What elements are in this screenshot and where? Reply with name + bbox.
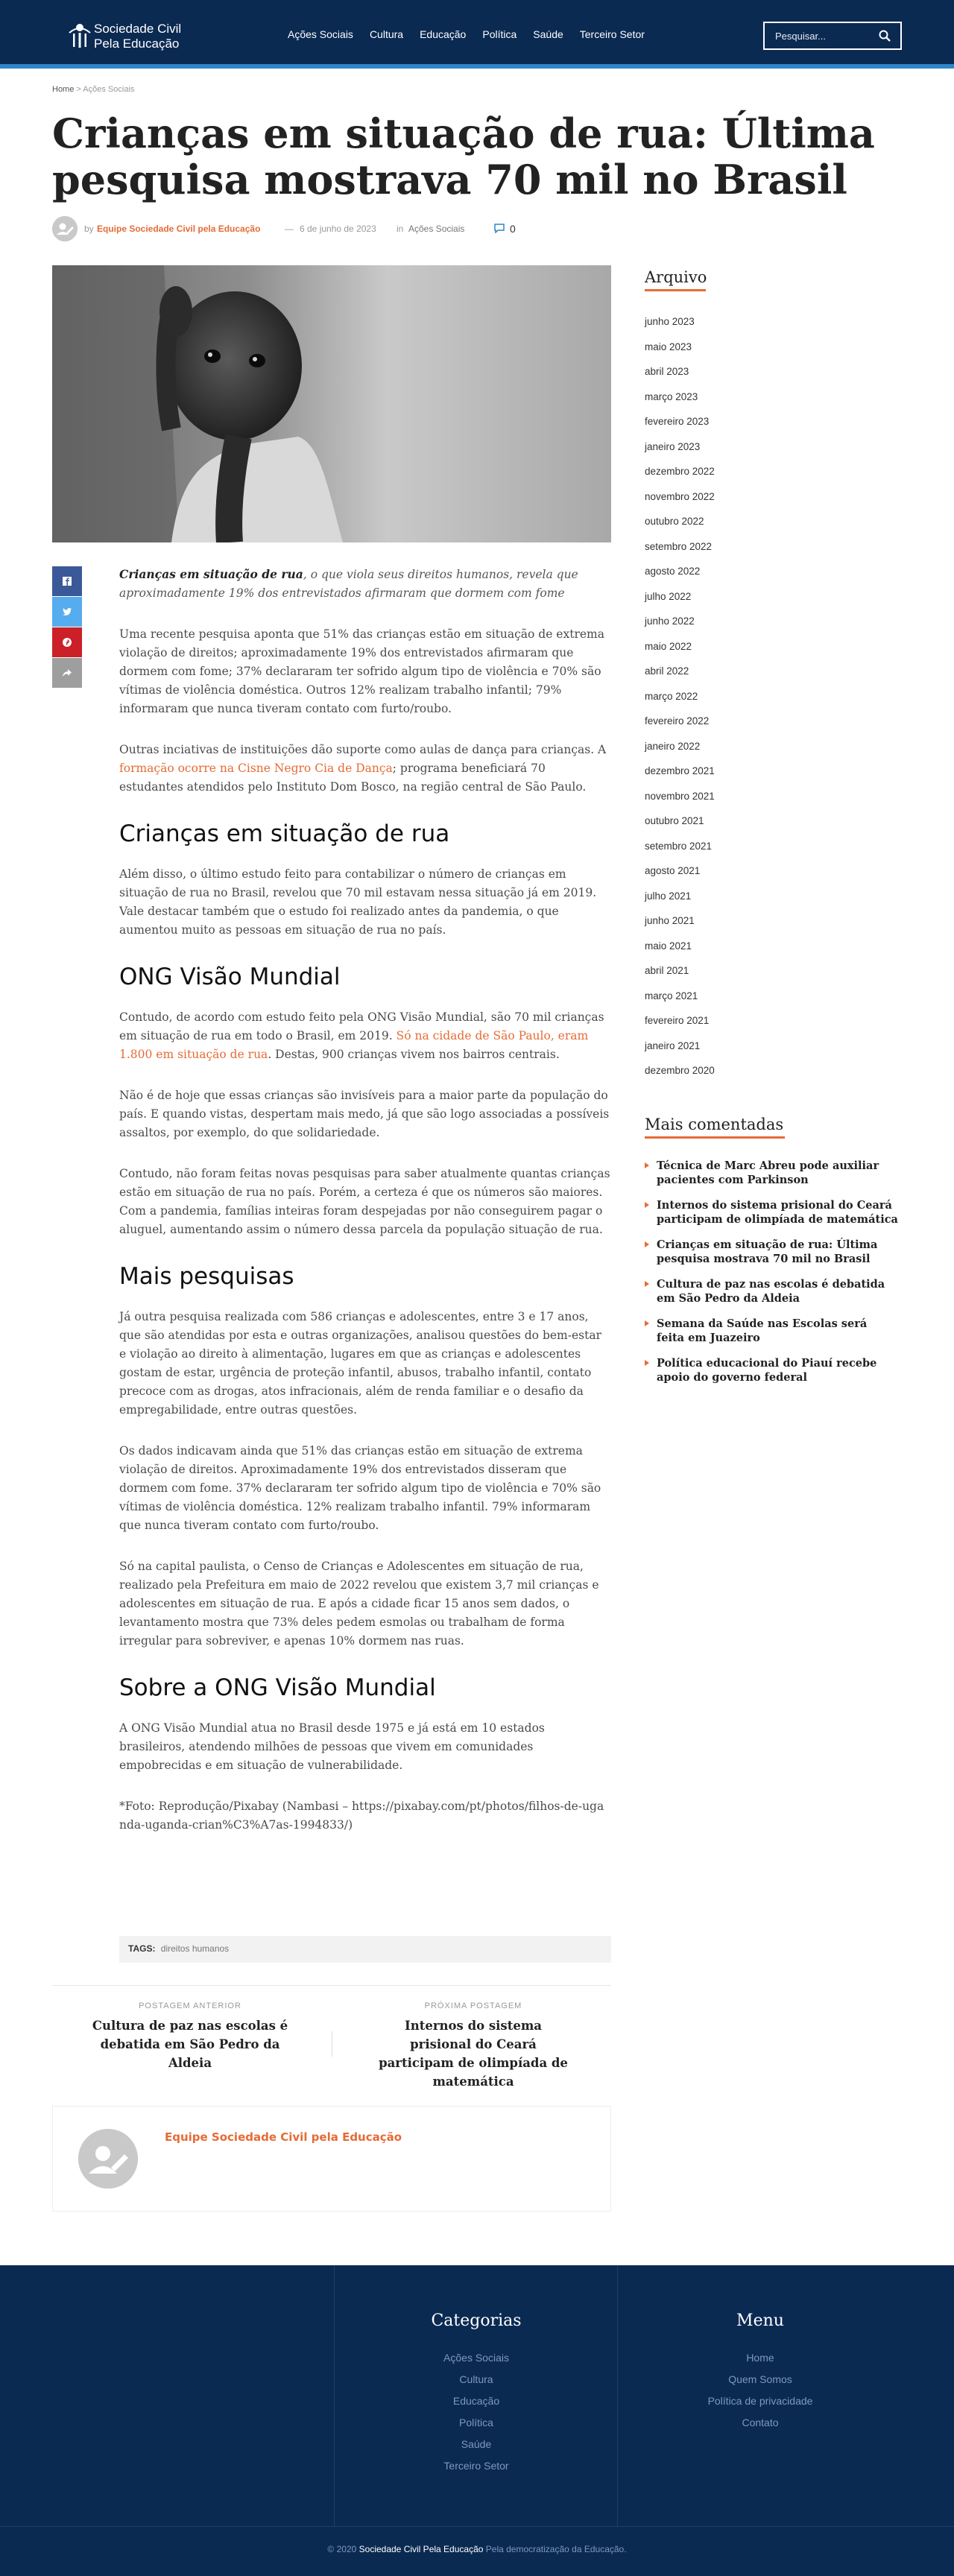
archive-link[interactable]: maio 2022 [645,640,692,652]
paragraph: Contudo, não foram feitas novas pesquisas para saber atualmente quantas crianças estão em situação de rua no país. Porém, a certeza é que os números são maiores. Com a pandemia, famílias inteiras foram despejadas por não conseguirem pagar o aluguel, aumentando assim o número dessa parcela da população situação de rua. [119,1167,610,1236]
archive-link[interactable]: outubro 2022 [645,516,704,527]
footer-category-link[interactable]: Terceiro Setor [443,2460,509,2472]
post-meta [52,216,648,241]
footer-menu-link[interactable]: Política de privacidade [707,2395,813,2407]
paragraph [119,741,611,797]
nav-saude[interactable]: Saúde [533,28,563,40]
meta-author-link[interactable]: Equipe Sociedade Civil pela Educação [97,224,261,234]
footer-category-link[interactable]: Política [459,2417,493,2428]
archive-heading [645,268,707,286]
previous-post-link[interactable] [52,2001,328,2072]
sao-paulo-link[interactable]: Só na cidade de São Paulo, eram 1.800 em situação de rua [119,1029,589,1061]
featured-photo [52,265,611,542]
text: Outras inciativas de instituições dão suporte como aulas de dança para crianças. A [119,743,607,756]
text: ; programa beneficiará 70 estudantes atendidos pelo Instituto Dom Bosco, na região central de São Paulo. [119,762,587,794]
footer-menu-link[interactable]: Home [746,2352,774,2364]
nav-acoes-sociais[interactable]: Ações Sociais [288,28,353,40]
search-icon[interactable] [878,29,891,42]
meta-in: in [397,224,404,234]
archive-link[interactable]: maio 2021 [645,940,692,952]
archive-link[interactable]: fevereiro 2021 [645,1015,710,1026]
next-post-title[interactable]: Internos do sistema prisional do Ceará participam de olimpíada de matemática [379,2019,568,2089]
archive-link[interactable]: maio 2023 [645,341,692,352]
nav-educacao[interactable]: Educação [420,28,467,40]
copyright-site-link[interactable]: Sociedade Civil Pela Educação [358,2544,484,2554]
archive-link[interactable]: dezembro 2020 [645,1065,715,1076]
paragraph: Os dados indicavam ainda que 51% das crianças estão em situação de extrema violação de direitos. Aproximadamente 19% dos entrevistados disseram que dormem com fome. 37% declararam ter sofrido algum tipo de violência e 70% são vítimas de violência doméstica. 12% realizam trabalho infantil. 79% informaram que nunca tiveram contato com furto/roubo. [119,1444,601,1532]
site-logo[interactable] [67,19,194,54]
divider [52,1985,611,1986]
author-box [52,2106,611,2212]
paragraph: Além disso, o último estudo feito para contabilizar o número de crianças em situação de rua no Brasil, revelou que 70 mil estavam nessa situação já em 2019. Vale destacar também que o estudo foi realizado antes da pandemia, o que aumentou muito as pessoas em situação de rua no país. [119,867,597,937]
footer-divider [617,2265,618,2526]
comment-icon[interactable] [493,223,505,233]
next-post-link[interactable] [335,2001,611,2091]
previous-post-label: POSTAGEM ANTERIOR [139,2001,241,2010]
author-box-name[interactable]: Equipe Sociedade Civil pela Educação [165,2130,402,2144]
popular-post-link[interactable]: Crianças em situação de rua: Última pesquisa mostrava 70 mil no Brasil [645,1238,898,1266]
footer-category-link[interactable]: Educação [452,2395,500,2407]
next-post-label: PRÓXIMA POSTAGEM [424,2001,522,2010]
popular-list [645,1159,898,1396]
paragraph: A ONG Visão Mundial atua no Brasil desde 1975 e já está em 10 estados brasileiros, atendendo milhões de pessoas que vivem em comunidades empobrecidas e em situação de vulnerabilidade. [119,1721,545,1772]
share-arrow-icon [62,668,72,677]
archive-link[interactable]: agosto 2022 [645,566,701,577]
archive-link[interactable]: dezembro 2021 [645,765,715,776]
featured-image [52,265,611,542]
share-facebook-button[interactable] [52,566,82,596]
breadcrumb [52,85,134,94]
popular-post-link[interactable]: Técnica de Marc Abreu pode auxiliar pacientes com Parkinson [645,1159,898,1187]
nav-cultura[interactable]: Cultura [369,28,404,40]
paragraph: Não é de hoje que essas crianças são invisíveis para a maior parte da população do país. E quando vistas, despertam mais medo, já que são logo associadas a possíveis assaltos, por exemplo, do que solidariedade. [119,1089,610,1139]
article-lead [119,565,611,603]
popular-post-link[interactable]: Cultura de paz nas escolas é debatida em São Pedro da Aldeia [645,1277,898,1306]
footer-divider [334,2265,335,2526]
share-twitter-button[interactable] [52,597,82,627]
navbar-accent-line [0,64,954,69]
archive-link[interactable]: fevereiro 2022 [645,715,710,727]
archive-link[interactable]: novembro 2021 [645,790,715,802]
search-input[interactable] [765,23,869,48]
popular-post-link[interactable]: Política educacional do Piauí recebe apoio do governo federal [645,1356,898,1384]
copyright-year: © 2020 [327,2544,357,2554]
archive-link[interactable]: abril 2022 [645,665,689,677]
nav-politica[interactable]: Política [482,28,517,40]
archive-link[interactable]: junho 2023 [645,316,695,327]
share-pinterest-button[interactable] [52,627,82,657]
archive-link[interactable]: janeiro 2023 [645,440,701,452]
author-avatar[interactable] [52,216,78,241]
tag-link[interactable]: direitos humanos [160,1943,230,1954]
share-more-button[interactable] [52,658,82,688]
paragraph: Uma recente pesquisa aponta que 51% das crianças estão em situação de extrema violação de direitos; aproximadamente 19% dos entrevistados afirmaram que dormem com fome; 37% declararam ter sofrido algum tipo de violência e 70% são vítimas de violência doméstica. Outros 12% realizam trabalho infantil; 79% informaram que nunca tiveram contato com furto/roubo. [119,627,604,715]
archive-list [645,313,898,1087]
archive-link[interactable]: setembro 2022 [645,540,713,552]
lead-bold: Crianças em situação de rua [119,567,303,581]
popular-heading [645,1115,783,1133]
nav-terceiro-setor[interactable]: Terceiro Setor [579,28,645,40]
archive-link[interactable]: dezembro 2022 [645,466,715,477]
archive-title-text: Arquivo [645,268,707,286]
section-heading: Sobre a ONG Visão Mundial [119,1674,436,1701]
heading-underline [645,1136,785,1139]
archive-link[interactable]: fevereiro 2023 [645,416,710,427]
breadcrumb-current[interactable]: Ações Sociais [83,85,135,94]
archive-link[interactable]: junho 2022 [645,615,695,627]
archive-link[interactable]: janeiro 2022 [645,740,701,752]
breadcrumb-separator: > [76,85,81,94]
meta-category-link[interactable]: Ações Sociais [408,224,465,234]
copyright-tagline: Pela democratização da Educação. [485,2544,627,2554]
main-nav [288,28,645,40]
archive-link[interactable]: março 2023 [645,390,698,402]
dance-link[interactable]: formação ocorre na Cisne Negro Cia de Dança [119,762,393,775]
logo-line-1: Sociedade Civil [94,22,182,36]
paragraph: Já outra pesquisa realizada com 586 crianças e adolescentes, entre 3 e 17 anos, que são atendidas por esta e outras organizações, analisou questões do bem-estar e violação ao direito à alimentação, lugares em que as crianças e adolescentes gostam de estar, urgência de proteção infantil, abusos, trabalho infantil, contato precoce com as drogas, atos infracionais, além de renda familiar e o desafio da empregabilidade, entre outras questões. [119,1310,601,1417]
tags-label: TAGS: [128,1943,156,1954]
heading-underline [645,289,706,291]
tags-bar [119,1936,611,1963]
footer-menu-list [648,2347,872,2434]
breadcrumb-home[interactable]: Home [52,85,75,94]
archive-link[interactable]: março 2021 [645,990,698,1001]
popular-post-link[interactable]: Internos do sistema prisional do Ceará participam de olimpíada de matemática [645,1198,898,1227]
article-content [119,565,611,1857]
footer-categories-list [364,2347,588,2477]
footer-categories-title: Categorias [431,2311,522,2330]
archive-link[interactable]: julho 2022 [645,590,692,602]
archive-link[interactable]: janeiro 2021 [645,1039,701,1051]
archive-link[interactable]: agosto 2021 [645,865,701,876]
user-avatar-icon [52,216,78,241]
section-heading: Mais pesquisas [119,1263,294,1290]
text: Contudo, de acordo com estudo feito pela ONG Visão Mundial, são 70 mil crianças em situação de rua em todo o Brasil, em 2019. [119,1010,604,1042]
archive-link[interactable]: setembro 2021 [645,840,713,852]
lead-rest: , o que viola seus direitos humanos, revela que aproximadamente 19% dos entrevistados afirmaram que dormem com fome [119,568,578,600]
footer-menu-link[interactable]: Contato [742,2417,779,2428]
twitter-icon [62,607,72,616]
logo-figures-icon [67,22,92,49]
copyright [0,2544,954,2554]
paragraph: Só na capital paulista, o Censo de Crianças e Adolescentes em situação de rua, realizado pela Prefeitura em maio de 2022 revelou que existem 3,7 mil crianças e adolescentes em situação de rua. E após a cidade ficar 15 anos sem dados, o levantamento mostra que 73% deles pedem esmolas ou trabalham de forma irregular para sobreviver, e apenas 10% dormem nas ruas. [119,1560,599,1648]
share-buttons [52,566,82,689]
search-box [763,22,902,50]
section-heading: Crianças em situação de rua [119,820,450,847]
footer-menu-title: Menu [736,2311,784,2330]
author-box-avatar[interactable] [78,2129,138,2189]
footer-category-link[interactable]: Ações Sociais [443,2352,509,2364]
archive-link[interactable]: abril 2021 [645,965,689,976]
archive-link[interactable]: julho 2021 [645,890,692,902]
popular-post-link[interactable]: Semana da Saúde nas Escolas será feita em Juazeiro [645,1317,898,1345]
logo-line-2: Pela Educação [94,37,180,51]
footer-category-link[interactable]: Saúde [461,2438,492,2450]
comment-count[interactable]: 0 [510,223,516,235]
meta-date: 6 de junho de 2023 [300,224,376,234]
archive-link[interactable]: março 2022 [645,690,698,702]
previous-post-title[interactable]: Cultura de paz nas escolas é debatida em São Pedro da Aldeia [92,2019,288,2070]
archive-link[interactable]: outubro 2021 [645,815,704,826]
meta-by: by [84,224,94,234]
paragraph [119,1008,611,1064]
popular-title-text: Mais comentadas [645,1115,784,1133]
user-avatar-icon [78,2129,138,2189]
footer-line [0,2526,954,2527]
page-title: Crianças em situação de rua: Última pesquisa mostrava 70 mil no Brasil [52,110,875,203]
pinterest-icon [62,637,72,648]
footer-category-link[interactable]: Cultura [459,2373,493,2385]
photo-credit: *Foto: Reprodução/Pixabay (Nambasi – https://pixabay.com/pt/photos/filhos-de-uganda-uganda-crian%C3%A7as-1994833/) [119,1800,604,1832]
footer-menu-link[interactable]: Quem Somos [728,2373,792,2385]
section-heading: ONG Visão Mundial [119,963,341,990]
archive-link[interactable]: junho 2021 [645,915,695,926]
text: . Destas, 900 crianças vivem nos bairros centrais. [268,1048,560,1061]
meta-dash: — [285,224,294,234]
facebook-icon [62,576,72,586]
archive-link[interactable]: abril 2023 [645,366,689,377]
archive-link[interactable]: novembro 2022 [645,490,715,502]
